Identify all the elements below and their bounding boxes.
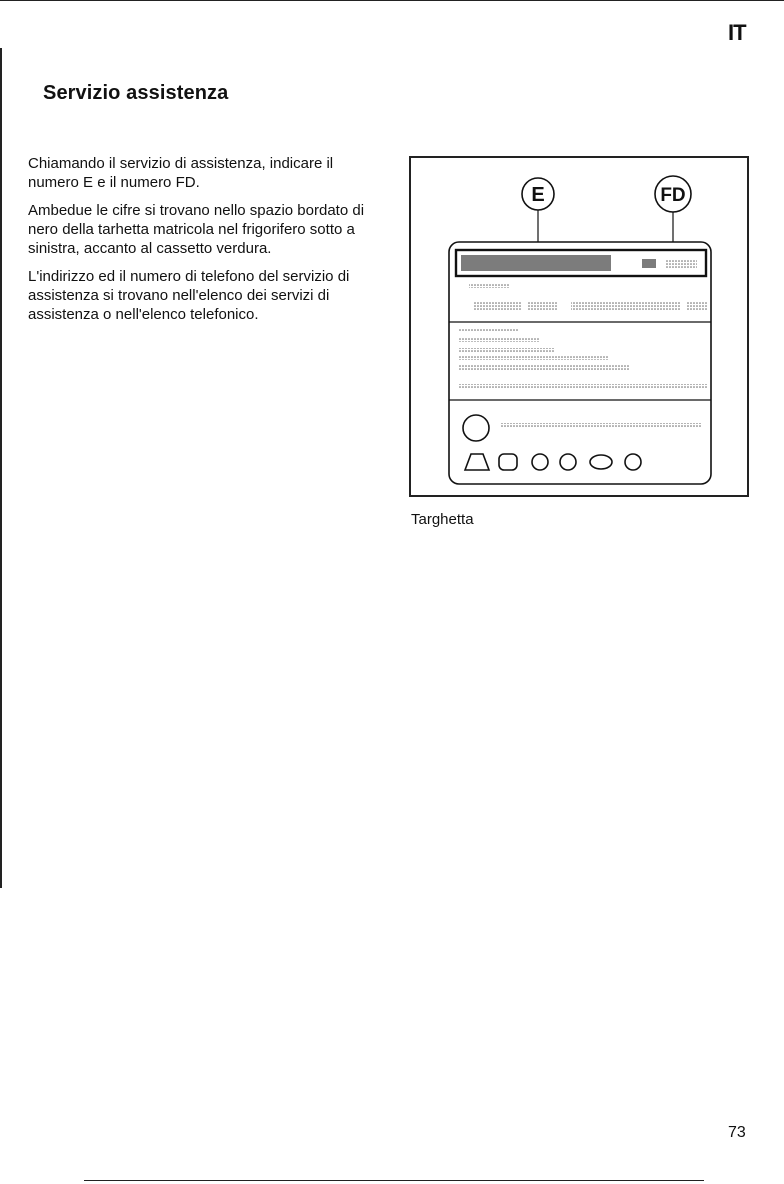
scan-edge-top: [0, 0, 784, 1]
page-number: 73: [728, 1124, 746, 1141]
plate-symbol-circle: [560, 454, 576, 470]
plate-symbol-oval: [590, 455, 612, 469]
plate-round-symbol: [463, 415, 489, 441]
fd-number-blur-2: [665, 259, 697, 268]
plate-text-blur: [459, 348, 554, 352]
fd-number-blur-1: [642, 259, 656, 268]
plate-text-blur: [459, 356, 609, 360]
plate-text-blur: [501, 423, 701, 428]
plate-text-blur: [459, 328, 519, 332]
plate-symbol-circle: [532, 454, 548, 470]
paragraph-service-address: L'indirizzo ed il numero di telefono del servizio di assistenza si trovano nell'elenco dei servizi di assistenza o nell'elenco telefonico.: [28, 268, 350, 323]
plate-text-blur: [571, 302, 681, 310]
language-code: IT: [728, 20, 746, 45]
paragraph-service-call: Chiamando il servizio di assistenza, indicare il numero E e il numero FD.: [28, 155, 334, 191]
e-label: E: [531, 184, 545, 206]
rating-plate: [449, 242, 711, 484]
plate-text-blur: [687, 302, 707, 310]
paragraph-plate-location: Ambedue le cifre si trovano nello spazio bordato di nero della tarhetta matricola nel frigorifero sotto a sinistra, accanto al cassetto verdura.: [28, 202, 365, 257]
section-title: Servizio assistenza: [43, 82, 229, 104]
plate-text-blur: [469, 284, 509, 288]
body-text: [28, 154, 373, 333]
fd-label: FD: [660, 185, 686, 206]
scan-edge-bottom: [84, 1180, 704, 1181]
rating-plate-figure: [409, 156, 749, 497]
plate-symbol-rounded: [499, 454, 517, 470]
plate-text-blur: [473, 302, 521, 310]
plate-symbol-circle: [625, 454, 641, 470]
plate-text-blur: [459, 338, 539, 342]
e-number-blur: [461, 255, 611, 271]
rating-plate-illustration: [411, 158, 747, 495]
plate-text-blur: [527, 302, 557, 310]
figure-caption: Targhetta: [411, 511, 474, 528]
plate-text-blur: [459, 365, 629, 370]
plate-text-blur: [459, 384, 707, 389]
scan-edge-left: [0, 48, 2, 888]
